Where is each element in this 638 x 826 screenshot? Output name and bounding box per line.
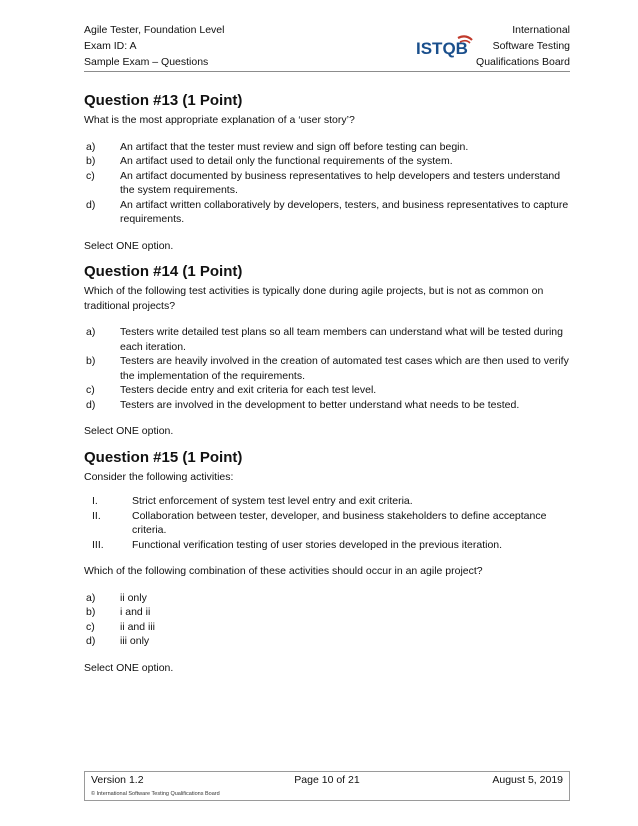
logo-text: ISTQB xyxy=(416,39,468,58)
option-c: c) ii and iii xyxy=(86,620,156,633)
question-text-2: Which of the following combination of these activities should occur in an agile project? xyxy=(84,565,483,577)
page-content xyxy=(84,92,570,685)
header-section: Sample Exam – Questions xyxy=(84,56,209,68)
question-13 xyxy=(84,92,570,253)
option-b: b) i and ii xyxy=(86,606,151,618)
question-instruction: Select ONE option. xyxy=(84,425,174,437)
header-org-line3: Qualifications Board xyxy=(476,56,570,68)
question-title: Question #14 (1 Point) xyxy=(84,263,243,280)
question-instruction: Select ONE option. xyxy=(84,661,174,674)
page-header xyxy=(84,22,570,70)
activity-iii: III. Functional verification testing of user stories developed in the previous iteration. xyxy=(92,538,503,551)
option-d: d) An artifact written collaboratively by developers, testers, and business representatives to capture requirements. xyxy=(86,198,569,225)
option-list xyxy=(84,140,570,227)
footer-date: August 5, 2019 xyxy=(492,774,563,786)
page-footer xyxy=(84,771,570,801)
footer-copyright: © International Software Testing Qualifications Board xyxy=(91,791,220,797)
option-b: b) An artifact used to detail only the functional requirements of the system. xyxy=(86,155,453,167)
option-d: d) iii only xyxy=(86,635,150,647)
option-list xyxy=(84,591,570,649)
header-left xyxy=(84,22,224,70)
activity-list xyxy=(84,494,570,552)
question-title: Question #13 (1 Point) xyxy=(84,92,243,109)
header-divider xyxy=(84,71,570,72)
header-exam-id: Exam ID: A xyxy=(84,40,137,52)
question-15 xyxy=(84,449,570,676)
header-right xyxy=(476,22,570,70)
option-d: d) Testers are involved in the development to better understand what needs to be tested. xyxy=(86,398,520,411)
option-c: c) An artifact documented by business representatives to help developers and testers understand the system requirements. xyxy=(86,169,561,196)
footer-version: Version 1.2 xyxy=(91,774,144,786)
activity-i: I. Strict enforcement of system test level entry and exit criteria. xyxy=(92,495,413,507)
header-exam-title: Agile Tester, Foundation Level xyxy=(84,24,225,36)
question-instruction: Select ONE option. xyxy=(84,239,174,252)
option-a: a) Testers write detailed test plans so all team members can understand what will be tested during each iteration. xyxy=(86,326,563,353)
question-text: Which of the following test activities is typically done during agile projects, but is not as common on traditional projects? xyxy=(84,285,544,312)
option-a: a) An artifact that the tester must review and sign off before testing can begin. xyxy=(86,140,469,153)
option-list xyxy=(84,325,570,412)
option-b: b) Testers are heavily involved in the creation of automated test cases which are then used to verify the implementation of the requirements. xyxy=(86,355,569,382)
footer-page-number: Page 10 of 21 xyxy=(294,774,360,786)
question-title: Question #15 (1 Point) xyxy=(84,448,243,466)
question-14 xyxy=(84,263,570,439)
option-a: a) ii only xyxy=(86,591,147,604)
activity-ii: II. Collaboration between tester, developer, and business stakeholders to define acceptance criteria. xyxy=(92,509,547,536)
question-text: What is the most appropriate explanation of a ‘user story’? xyxy=(84,114,355,126)
question-text: Consider the following activities: xyxy=(84,470,234,483)
header-org-line2: Software Testing xyxy=(492,40,570,52)
header-org-line1: International xyxy=(512,24,570,36)
option-c: c) Testers decide entry and exit criteria for each test level. xyxy=(86,384,377,396)
istqb-logo xyxy=(414,32,478,66)
